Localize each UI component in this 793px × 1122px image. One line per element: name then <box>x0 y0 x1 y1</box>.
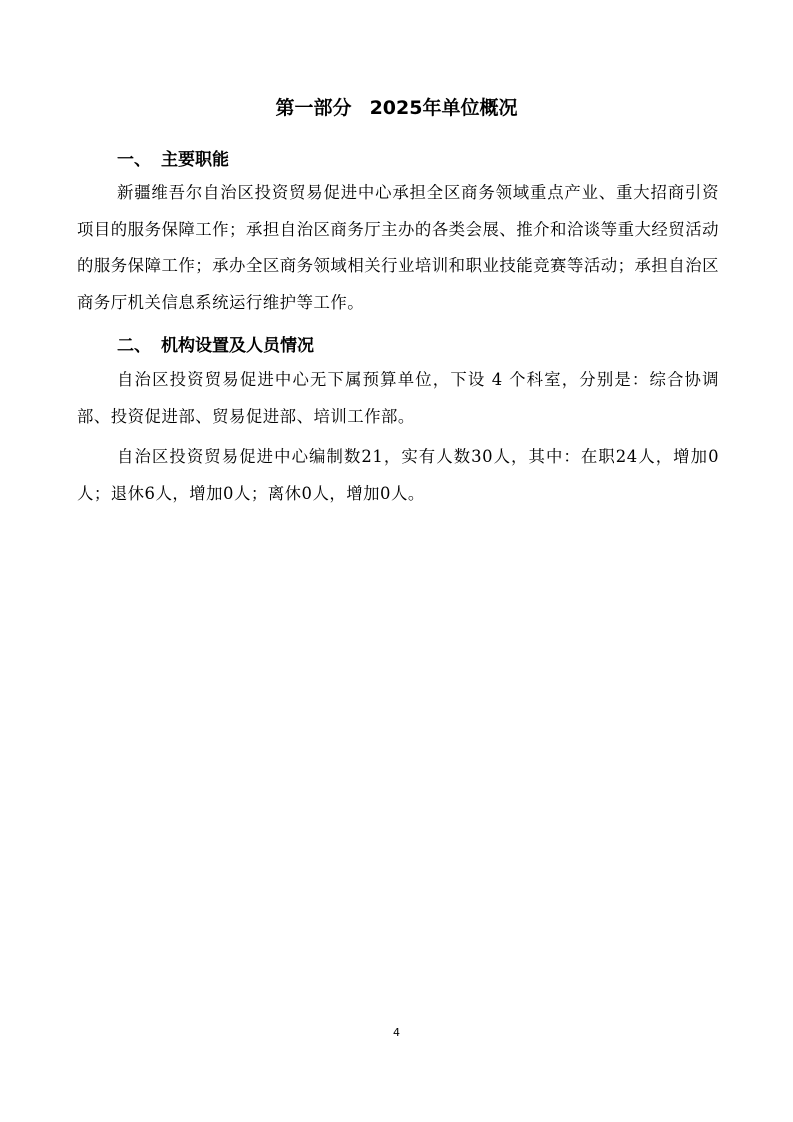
title-part: 第一部分 <box>275 97 352 119</box>
title-rest: 2025年单位概况 <box>369 97 518 119</box>
section-heading-duties <box>117 147 229 173</box>
section-heading-organization <box>117 333 314 359</box>
section-heading-text: 机构设置及人员情况 <box>161 336 314 356</box>
page-number: 4 <box>393 1026 400 1039</box>
section-number: 一、 <box>117 150 151 170</box>
paragraph-staffing: 自治区投资贸易促进中心编制数21，实有人数30人，其中：在职24人，增加0人；退休6人，增加0人；离休0人，增加0人。 <box>77 447 719 503</box>
paragraph-departments: 自治区投资贸易促进中心无下属预算单位，下设 4 个科室，分别是：综合协调部、投资促进部、贸易促进部、培训工作部。 <box>77 370 719 426</box>
page-title <box>0 93 793 123</box>
section-heading-text: 主要职能 <box>161 150 229 170</box>
paragraph-duties: 新疆维吾尔自治区投资贸易促进中心承担全区商务领域重点产业、重大招商引资项目的服务保障工作；承担自治区商务厅主办的各类会展、推介和洽谈等重大经贸活动的服务保障工作；承办全区商务领域相关行业培训和职业技能竞赛等活动；承担自治区商务厅机关信息系统运行维护等工作。 <box>77 183 719 312</box>
section-number: 二、 <box>117 336 151 356</box>
